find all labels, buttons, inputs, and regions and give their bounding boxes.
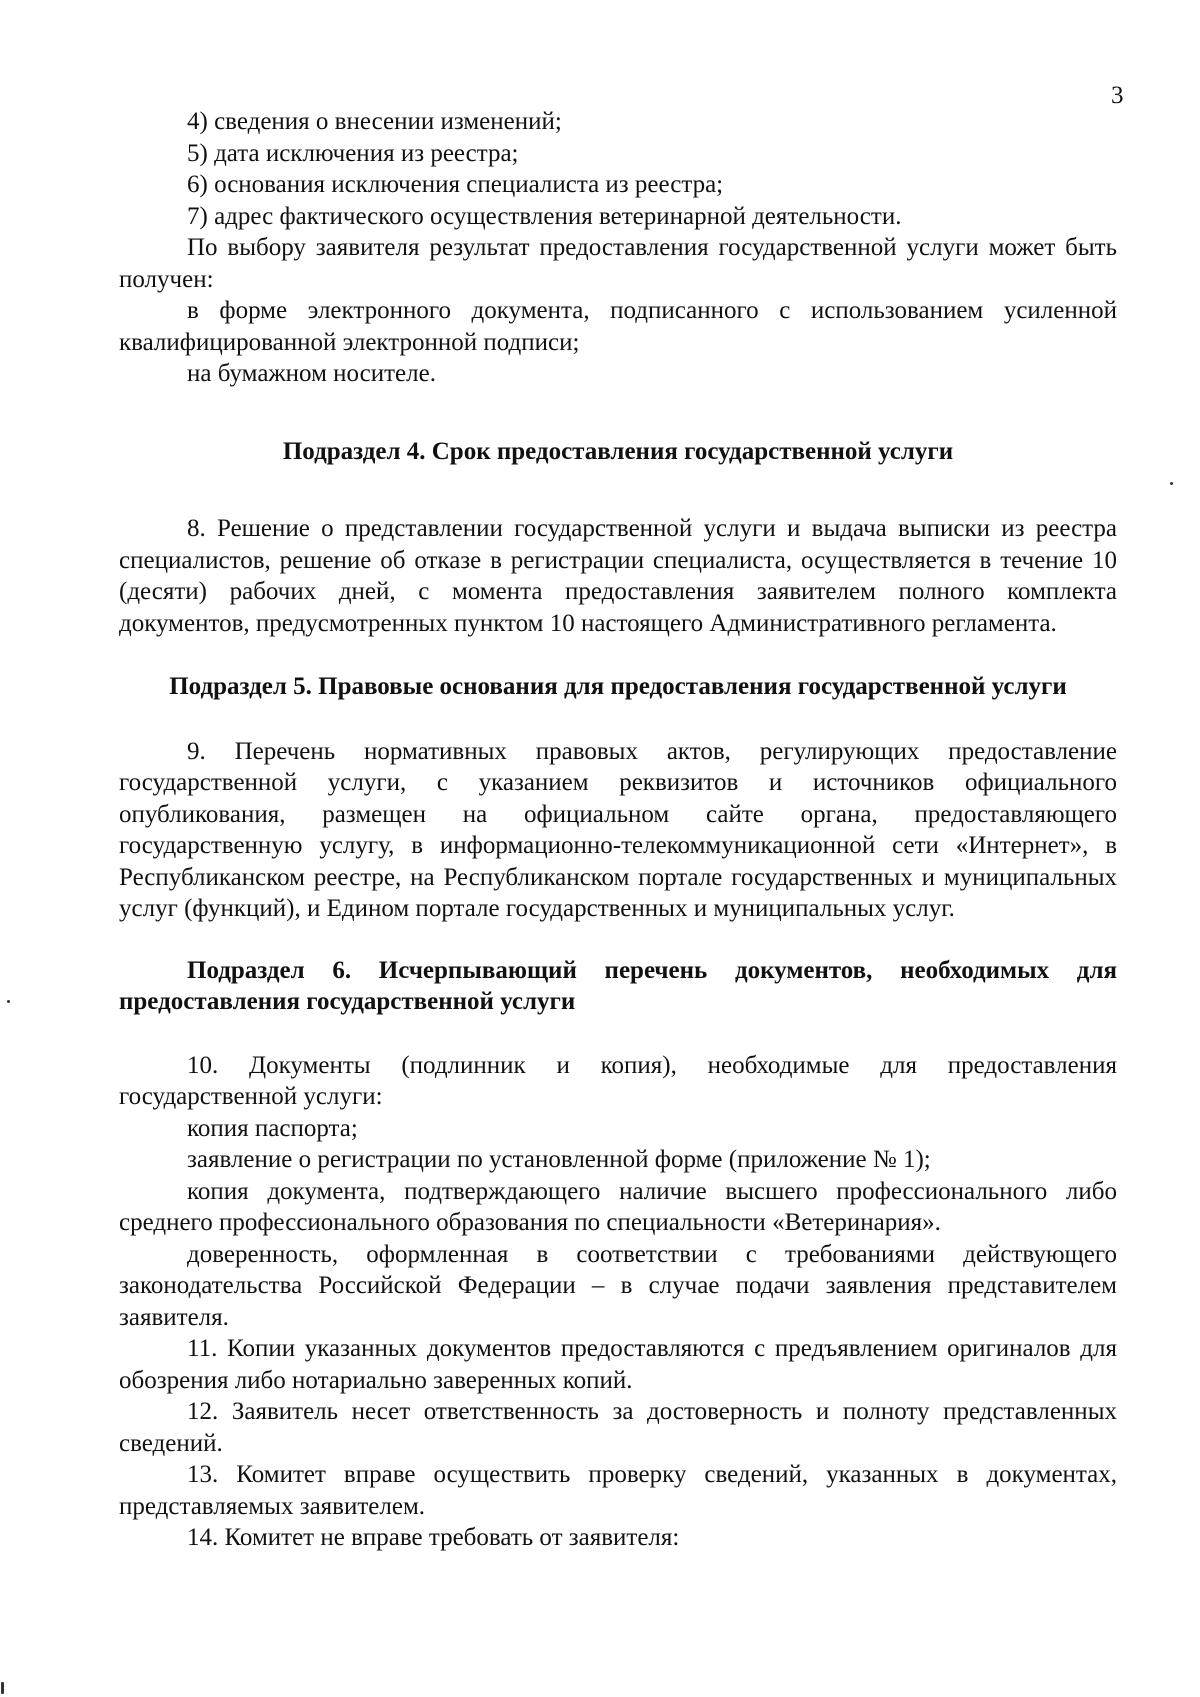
paragraph: 8. Решение о представлении государственной услуги и выдача выписки из реестра специалистов, решение об отказе в регистрации специалиста, осуществляется в течение 10 (десяти) рабочих дней, с момента предоставления заявителем полного комплекта документов, предусмотренных пунктом 10 настоящего Административного регламента. — [119, 515, 1117, 637]
section-heading-6: Подраздел 6. Исчерпывающий перечень документов, необходимых для предоставления государственной услуги — [119, 956, 1117, 1015]
section-heading-4: Подраздел 4. Срок предоставления государственной услуги — [282, 437, 954, 465]
paragraph: 11. Копии указанных документов предоставляются с предъявлением оригиналов для обозрения либо нотариально заверенных копий. — [119, 1335, 1117, 1394]
scan-speck — [1, 1682, 4, 1694]
list-item: копия паспорта; — [187, 1114, 358, 1142]
list-item: доверенность, оформленная в соответствии с требованиями действующего законодательства Российской Федерации – в случае подачи заявления представителем заявителя. — [119, 1240, 1117, 1331]
document-body — [119, 106, 1117, 1554]
paragraph: По выбору заявителя результат предоставления государственной услуги может быть получен: — [119, 234, 1117, 293]
paragraph: 10. Документы (подлинник и копия), необходимые для предоставления государственной услуги: — [119, 1051, 1117, 1110]
list-item: копия документа, подтверждающего наличие высшего профессионального либо среднего профессионального образования по специальности «Ветеринария». — [119, 1177, 1117, 1236]
list-item: 4) сведения о внесении изменений; — [187, 108, 562, 135]
paragraph: на бумажном носителе. — [187, 360, 436, 387]
page-number: 3 — [1111, 82, 1124, 109]
list-item: 5) дата исключения из реестра; — [187, 139, 519, 167]
list-item: 6) основания исключения специалиста из реестра; — [187, 171, 724, 198]
paragraph: 13. Комитет вправе осуществить проверку сведений, указанных в документах, представляемых заявителем. — [119, 1461, 1117, 1520]
list-item: заявление о регистрации по установленной форме (приложение № 1); — [187, 1146, 931, 1173]
paragraph: 9. Перечень нормативных правовых актов, регулирующих предоставление государственной услуги, с указанием реквизитов и источников официального опубликования, размещен на официальном сайте органа, предоставляющего государственную услугу, в информационно-телекоммуникационной сети «Интернет», в Республиканском реестре, на Республиканском портале государственных и муниципальных услуг (функций), и Едином портале государственных и муниципальных услуг. — [119, 737, 1117, 922]
paragraph: 12. Заявитель несет ответственность за достоверность и полноту представленных сведений. — [119, 1398, 1117, 1457]
paragraph: в форме электронного документа, подписанного с использованием усиленной квалифицированной электронной подписи; — [119, 297, 1117, 356]
scan-speck — [7, 1000, 10, 1003]
list-item: 7) адрес фактического осуществления ветеринарной деятельности. — [187, 202, 902, 230]
paragraph: 14. Комитет не вправе требовать от заявителя: — [187, 1524, 680, 1551]
section-heading-5: Подраздел 5. Правовые основания для предоставления государственной услуги — [169, 673, 1067, 700]
scan-speck — [1170, 482, 1173, 485]
